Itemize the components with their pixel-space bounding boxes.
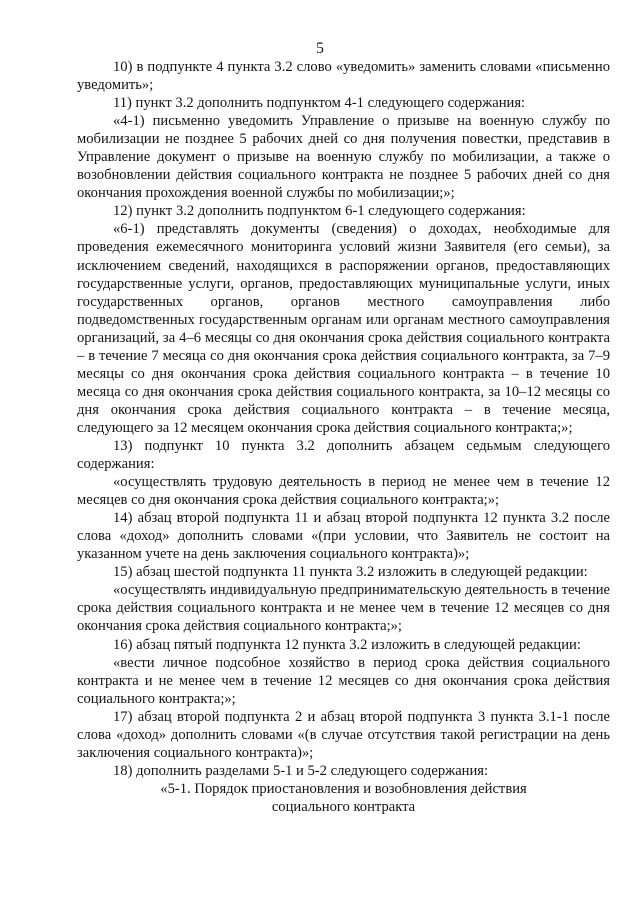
section-heading-line-1: «5-1. Порядок приостановления и возобновления действия (160, 780, 527, 797)
paragraph-item-10: 10) в подпункте 4 пункта 3.2 слово «уведомить» заменить словами «письменно уведомить»; (77, 59, 610, 94)
page-number: 5 (316, 40, 324, 57)
paragraph-item-11: 11) пункт 3.2 дополнить подпунктом 4-1 следующего содержания: (113, 95, 526, 112)
paragraph-item-15-text: «осуществлять индивидуальную предпринимательскую деятельность в течение срока действия социального контракта и не менее чем в течение 12 месяцев со дня окончания срока действия социального контракта;»; (77, 582, 610, 635)
document-body (77, 58, 610, 816)
paragraph-item-16: 16) абзац пятый подпункта 12 пункта 3.2 изложить в следующей редакции: (113, 636, 581, 653)
paragraph-subitem-6-1: «6-1) представлять документы (сведения) о доходах, необходимые для проведения ежемесячного мониторинга условий жизни Заявителя (его семьи), за исключением сведений, находящихся в распоряжении органов, предоставляющих государственные услуги, органов, предоставляющих муниципальные услуги, иных государственных органов, органов местного самоуправления либо подведомственных государственным органам или органам местного самоуправления организаций, за 4–6 месяцы со дня окончания срока действия социального контракта – в течение 7 месяца со дня окончания срока действия социального контракта, за 7–9 месяцы со дня окончания срока действия социального контракта – в течение 10 месяца со дня окончания срока действия социального контракта, за 10–12 месяцы со дня окончания срока действия социального контракта – в течение месяца, следующего за 12 месяцем окончания срока действия социального контракта;»; (77, 221, 610, 436)
paragraph-item-17: 17) абзац второй подпункта 2 и абзац второй подпункта 3 пункта 3.1-1 после слова «доход» дополнить словами «(в случае отсутствия такой регистрации на день заключения социального контракта)»; (77, 708, 610, 761)
paragraph-item-16-text: «вести личное подсобное хозяйство в период срока действия социального контракта и не менее чем в течение 12 месяцев со дня окончания срока действия социального контракта;»; (77, 654, 610, 707)
paragraph-item-18: 18) дополнить разделами 5-1 и 5-2 следующего содержания: (113, 762, 489, 779)
paragraph-item-14: 14) абзац второй подпункта 11 и абзац второй подпункта 12 пункта 3.2 после слова «доход» дополнить словами «(при условии, что Заявитель не состоит на указанном учете на день заключения социального контракта)»; (77, 510, 610, 563)
paragraph-item-15: 15) абзац шестой подпункта 11 пункта 3.2 изложить в следующей редакции: (113, 564, 588, 581)
paragraph-item-13-text: «осуществлять трудовую деятельность в период не менее чем в течение 12 месяцев со дня окончания срока действия социального контракта;»; (77, 474, 610, 509)
section-heading-line-2: социального контракта (271, 798, 416, 815)
paragraph-item-12: 12) пункт 3.2 дополнить подпунктом 6-1 следующего содержания: (113, 203, 526, 220)
paragraph-item-13: 13) подпункт 10 пункта 3.2 дополнить абзацем седьмым следующего содержания: (77, 437, 610, 473)
paragraph-subitem-4-1: «4-1) письменно уведомить Управление о призыве на военную службу по мобилизации не позднее 5 рабочих дней со дня получения повестки, представив в Управление документ о призыве на военную службу по мобилизации, а также о возобновлении действия социального контракта не позднее 5 рабочих дней со дня окончания прохождения военной службы по мобилизации;»; (77, 113, 610, 202)
